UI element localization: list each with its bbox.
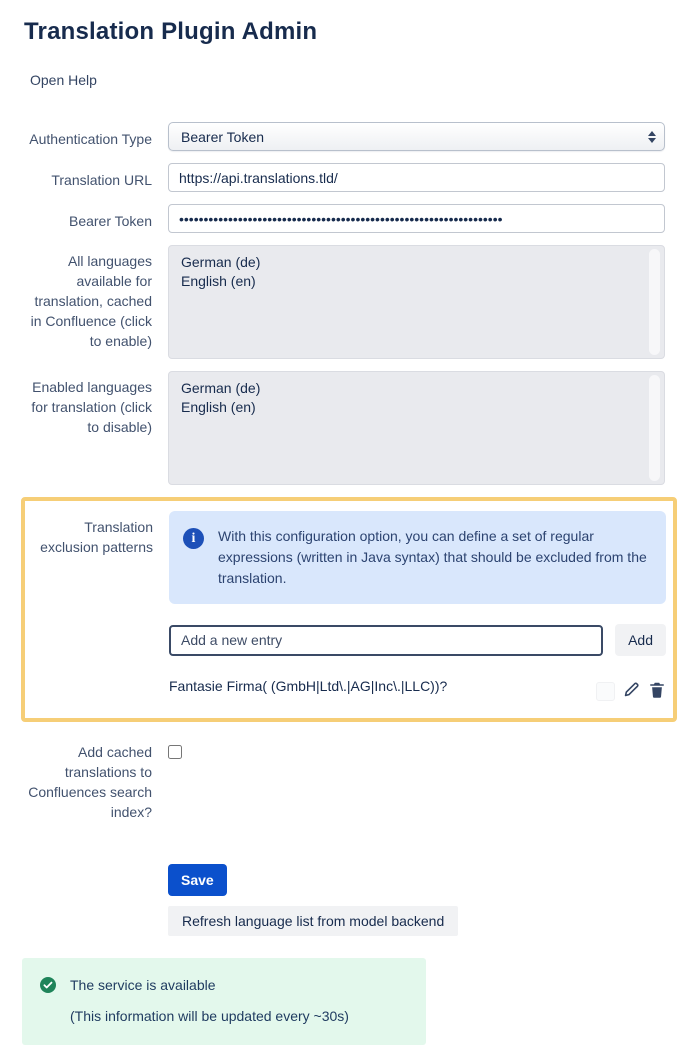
open-help-link[interactable]: Open Help — [30, 72, 97, 88]
add-entry-button[interactable]: Add — [615, 624, 666, 656]
translation-url-input[interactable] — [168, 163, 665, 192]
bearer-token-input[interactable] — [168, 204, 665, 233]
language-option[interactable]: English (en) — [181, 399, 256, 415]
search-index-row — [24, 736, 665, 822]
entry-ghost-button[interactable] — [596, 682, 615, 701]
translation-url-row — [24, 163, 665, 192]
enabled-languages-row — [24, 371, 665, 485]
all-languages-listbox[interactable] — [168, 245, 665, 359]
trash-icon — [648, 687, 666, 702]
delete-entry-button[interactable] — [648, 680, 666, 702]
admin-form — [24, 122, 665, 936]
language-option[interactable]: German (de) — [181, 380, 261, 396]
auth-type-selected-value: Bearer Token — [181, 128, 265, 145]
all-languages-label: All languages available for translation, cached in Confluence (click to enable) — [30, 253, 152, 349]
search-index-label: Add cached translations to Confluences search index? — [28, 744, 152, 820]
exclusion-patterns-label: Translation exclusion patterns — [40, 519, 153, 555]
select-arrows-icon — [648, 131, 656, 143]
listbox-scrollbar[interactable] — [649, 375, 660, 481]
enabled-languages-label: Enabled languages for translation (click to disable) — [31, 379, 152, 435]
service-status-box — [22, 958, 426, 1045]
bearer-token-row — [24, 204, 665, 233]
language-option[interactable]: English (en) — [181, 273, 256, 289]
success-check-icon — [40, 977, 56, 993]
auth-type-row — [24, 122, 665, 151]
auth-type-label: Authentication Type — [29, 131, 152, 147]
bearer-token-label: Bearer Token — [68, 213, 152, 229]
exclusion-patterns-row — [25, 511, 666, 704]
exclusion-entry-row — [169, 678, 666, 704]
info-icon: i — [183, 528, 204, 549]
edit-entry-button[interactable] — [622, 680, 641, 702]
exclusion-info-box — [169, 511, 666, 604]
exclusion-info-text: With this configuration option, you can define a set of regular expressions (written in Java syntax) that should be excluded from the translation. — [218, 528, 647, 586]
all-languages-row — [24, 245, 665, 359]
exclusion-entry-text: Fantasie Firma( (GmbH|Ltd\.|AG|Inc\.|LLC))? — [169, 678, 448, 694]
search-index-checkbox[interactable] — [168, 745, 182, 759]
pencil-icon — [622, 687, 641, 702]
auth-type-select[interactable] — [168, 122, 665, 151]
actions-row — [24, 864, 665, 936]
save-button[interactable]: Save — [168, 864, 227, 896]
page-title: Translation Plugin Admin — [24, 18, 318, 45]
language-option[interactable]: German (de) — [181, 254, 261, 270]
listbox-scrollbar[interactable] — [649, 249, 660, 355]
service-status-text: The service is available — [70, 977, 216, 993]
add-entry-row — [169, 624, 666, 656]
exclusion-patterns-highlight — [21, 497, 677, 722]
refresh-languages-button[interactable]: Refresh language list from model backend — [168, 906, 458, 936]
service-status-subtext: (This information will be updated every ~30s) — [70, 1008, 349, 1024]
add-entry-input[interactable] — [169, 625, 603, 656]
enabled-languages-listbox[interactable] — [168, 371, 665, 485]
entry-actions — [596, 680, 666, 702]
translation-url-label: Translation URL — [51, 172, 152, 188]
